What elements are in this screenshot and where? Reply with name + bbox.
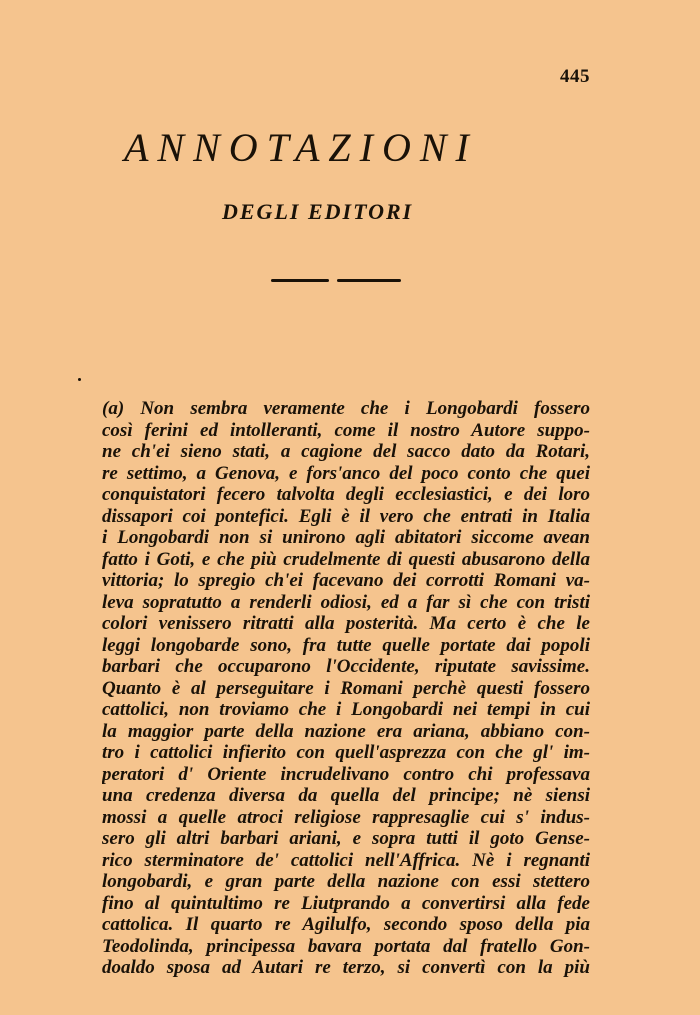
text-line: colori venissero ritratti alla posterità. Ma certo è che le xyxy=(102,613,590,634)
text-line: peratori d' Oriente incrudelivano contro chi professava xyxy=(102,763,590,785)
text-line: longobardi, e gran parte della nazione con essi stettero xyxy=(102,871,590,892)
text-line: conquistatori fecero talvolta degli ecclesiastici, e dei loro xyxy=(102,484,590,505)
text-line: cattolica. Il quarto re Agilulfo, secondo sposo della pia xyxy=(102,914,590,935)
text-line: doaldo sposa ad Autari re terzo, si convertì con la più xyxy=(102,957,590,978)
text-line: fatto i Goti, e che più crudelmente di questi abusarono della xyxy=(102,548,590,570)
text-line: la maggior parte della nazione era ariana, abbiano con- xyxy=(102,720,590,742)
text-line: cattolici, non troviamo che i Longobardi nei tempi in cui xyxy=(102,699,590,720)
text-line: Quanto è al perseguitare i Romani perchè questi fossero xyxy=(102,677,590,699)
text-line: ne ch'ei sieno stati, a cagione del sacco dato da Rotari, xyxy=(102,441,590,462)
text-line: (a) Non sembra veramente che i Longobardi fossero xyxy=(102,398,590,419)
ornamental-divider xyxy=(271,279,401,285)
page-subtitle: DEGLI EDITORI xyxy=(222,199,414,224)
text-line: Teodolinda, principessa bavara portata dal fratello Gon- xyxy=(102,935,590,957)
page-title: ANNOTAZIONI xyxy=(124,125,478,170)
text-line: i Longobardi non si unirono agli abitatori siccome avean xyxy=(102,527,590,548)
page-number: 445 xyxy=(560,66,590,87)
text-line: mossi a quelle atroci religiose rappresaglie cui s' indus- xyxy=(102,806,590,828)
text-line: fino al quintultimo re Liutprando a convertirsi alla fede xyxy=(102,892,590,914)
annotation-body xyxy=(102,398,590,979)
text-line: barbari che occuparono l'Occidente, riputate savissime. xyxy=(102,656,590,677)
text-line: dissapori coi pontefici. Egli è il vero che entrati in Italia xyxy=(102,505,590,527)
margin-dot xyxy=(78,378,81,381)
divider-bar-right xyxy=(337,279,401,282)
text-line: leggi longobarde sono, fra tutte quelle portate dai popoli xyxy=(102,634,590,656)
text-line: sero gli altri barbari ariani, e sopra tutti il goto Gense- xyxy=(102,828,590,849)
divider-bar-left xyxy=(271,279,329,282)
text-line: leva sopratutto a renderli odiosi, ed a far sì che con tristi xyxy=(102,591,590,613)
text-line: tro i cattolici infierito con quell'asprezza con che gl' im- xyxy=(102,742,590,763)
text-line: re settimo, a Genova, e fors'anco del poco conto che quei xyxy=(102,462,590,484)
text-line: così ferini ed intolleranti, come il nostro Autore suppo- xyxy=(102,419,590,441)
text-line: una credenza diversa da quella del principe; nè siensi xyxy=(102,785,590,806)
text-line: vittoria; lo spregio ch'ei facevano dei corrotti Romani va- xyxy=(102,570,590,591)
text-line: rico sterminatore de' cattolici nell'Affrica. Nè i regnanti xyxy=(102,849,590,871)
